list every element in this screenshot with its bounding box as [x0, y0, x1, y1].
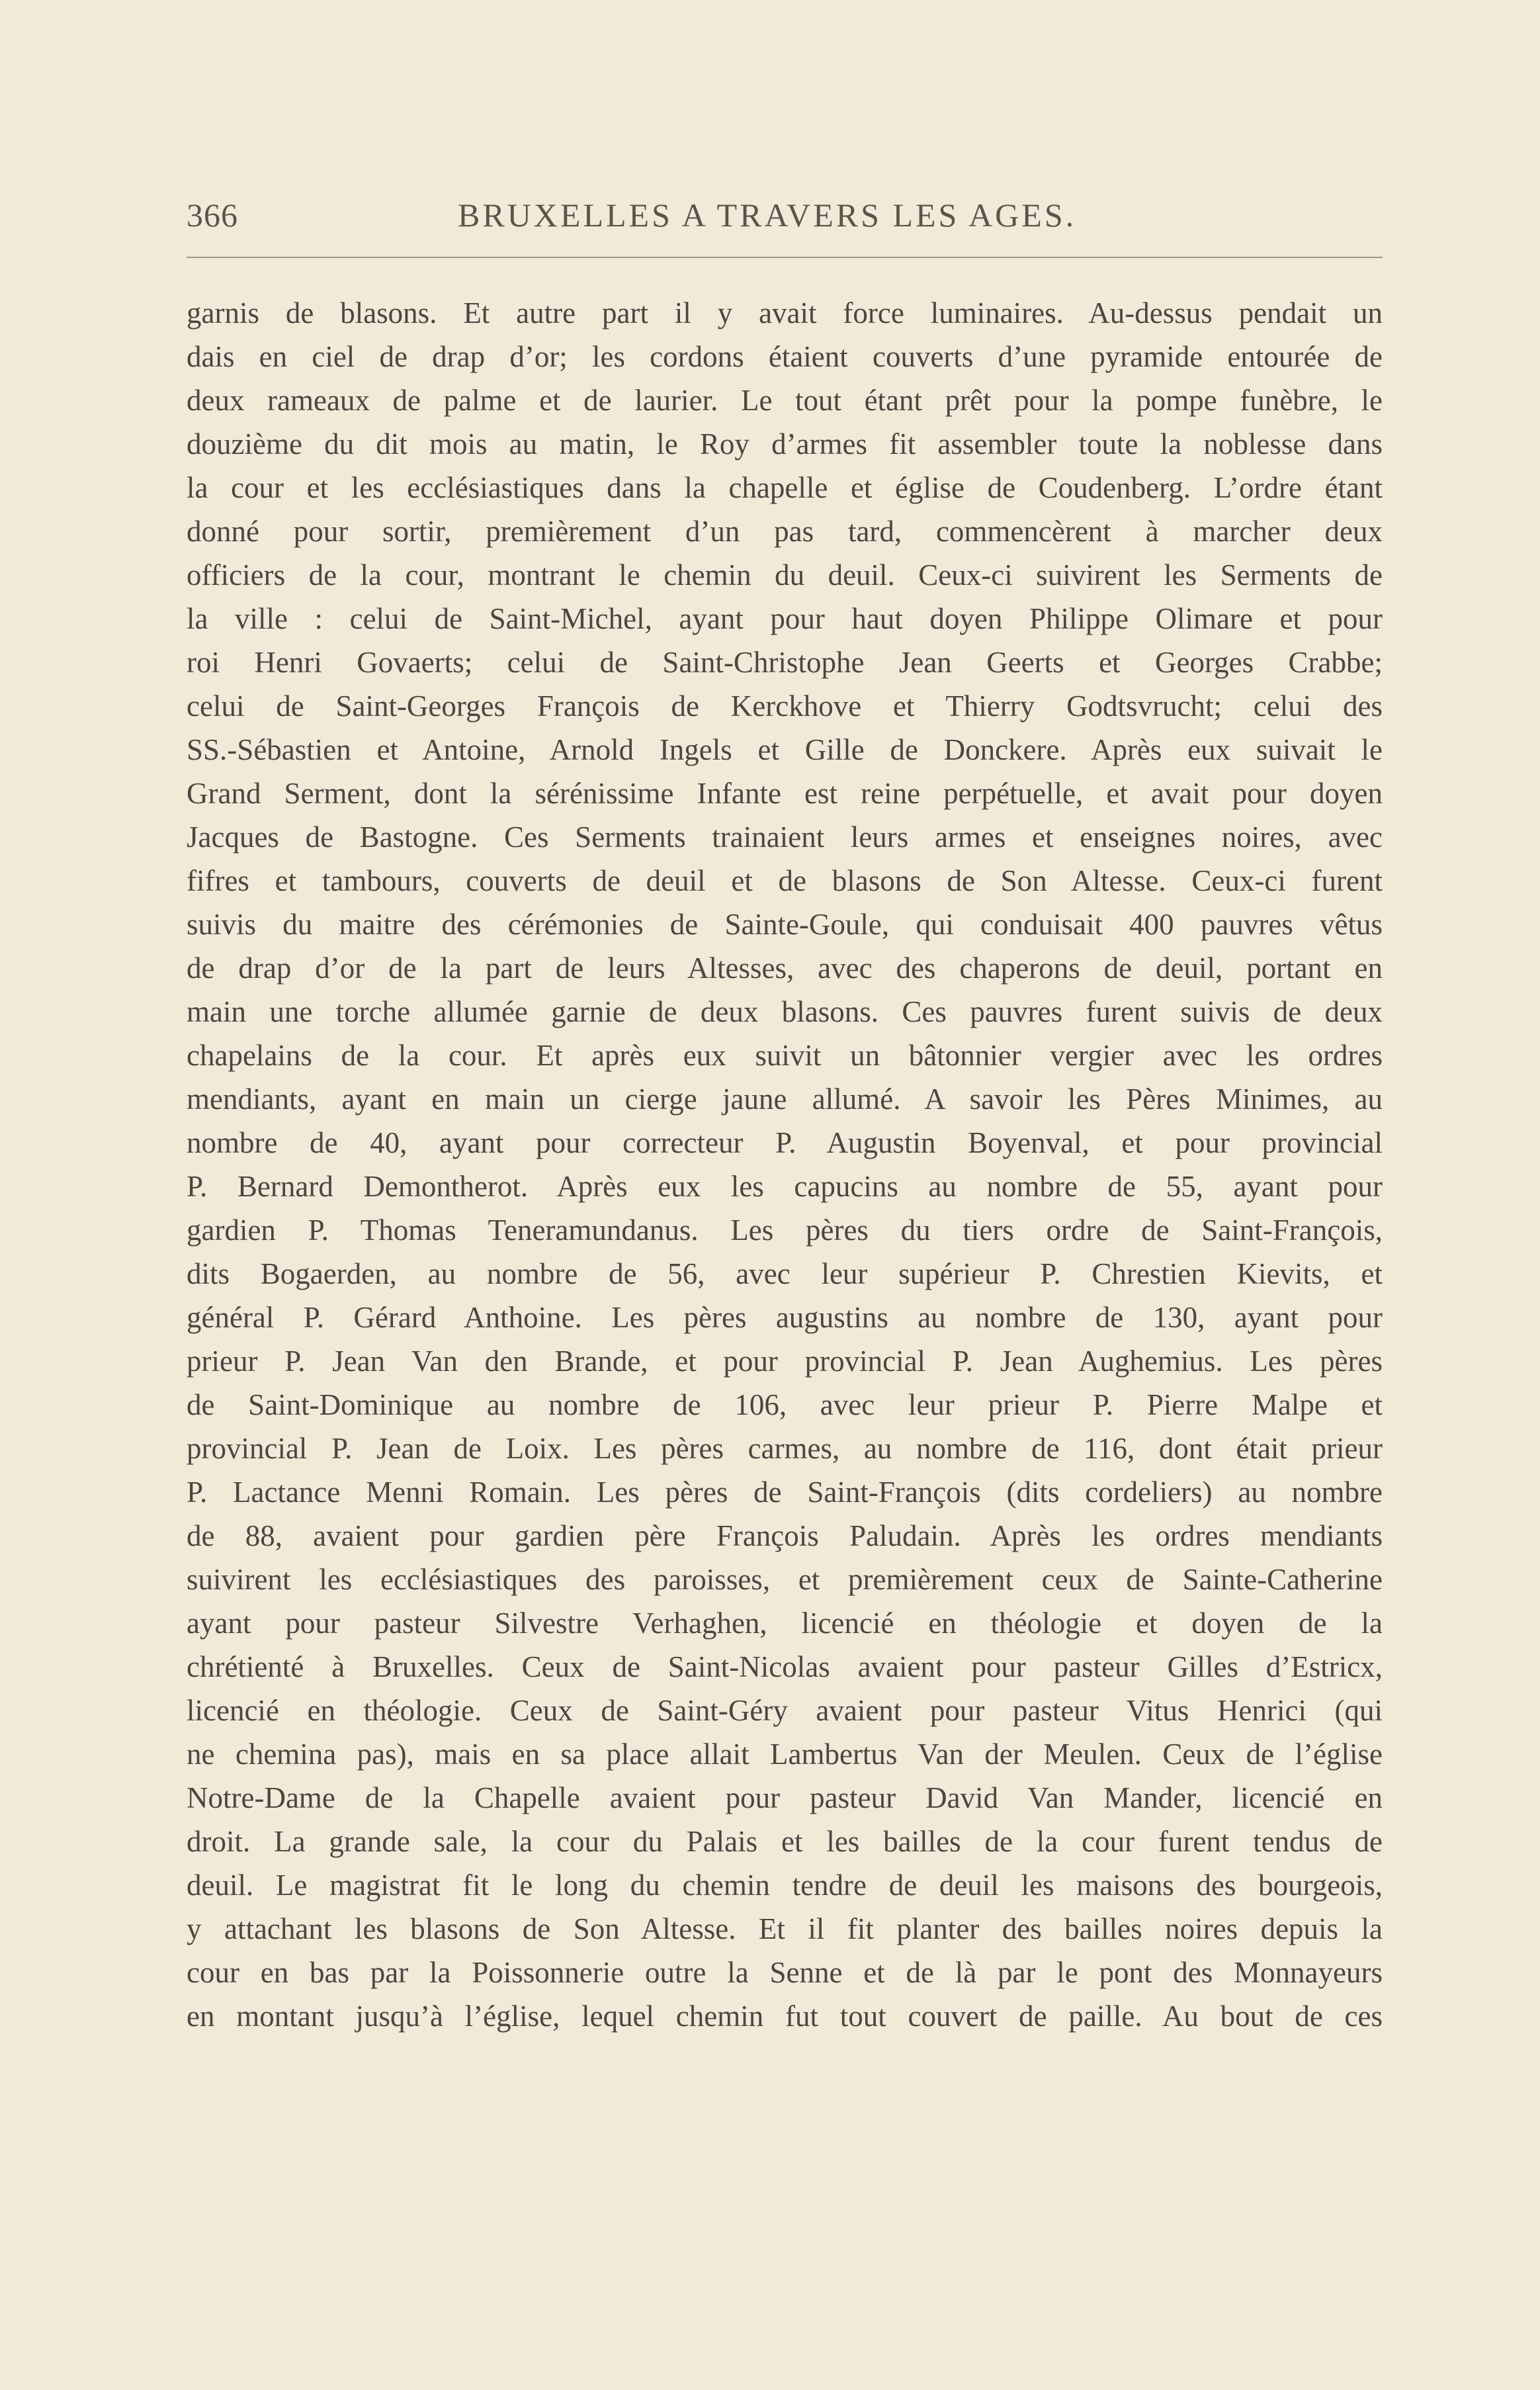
text-line: Notre-Dame de la Chapelle avaient pour pasteur David Van Mander, licencié en	[187, 1781, 1383, 1814]
text-line: suivis du maitre des cérémonies de Sainte-Goule, qui conduisait 400 pauvres vêtus	[187, 908, 1383, 941]
text-line: général P. Gérard Anthoine. Les pères augustins au nombre de 130, ayant pour	[187, 1301, 1383, 1334]
text-line: douzième du dit mois au matin, le Roy d’armes fit assembler toute la noblesse dans	[187, 427, 1383, 461]
text-line: P. Lactance Menni Romain. Les pères de Saint-François (dits cordeliers) au nombre	[187, 1476, 1383, 1509]
text-line: de drap d’or de la part de leurs Altesses, avec des chaperons de deuil, portant en	[187, 952, 1383, 985]
text-line: la cour et les ecclésiastiques dans la chapelle et église de Coudenberg. L’ordre étant	[187, 471, 1383, 504]
text-line: ne chemina pas), mais en sa place allait Lambertus Van der Meulen. Ceux de l’église	[187, 1738, 1383, 1771]
body-text	[187, 291, 1383, 2038]
text-line: chrétienté à Bruxelles. Ceux de Saint-Nicolas avaient pour pasteur Gilles d’Estricx,	[187, 1650, 1383, 1683]
running-title: BRUXELLES A TRAVERS LES AGES.	[458, 197, 1077, 234]
page-number: 366	[187, 197, 238, 234]
text-line: donné pour sortir, premièrement d’un pas tard, commencèrent à marcher deux	[187, 515, 1383, 548]
text-line: en montant jusqu’à l’église, lequel chemin fut tout couvert de paille. Au bout de ces	[187, 2000, 1383, 2033]
text-line: mendiants, ayant en main un cierge jaune allumé. A savoir les Pères Minimes, au	[187, 1083, 1383, 1116]
text-line: deuil. Le magistrat fit le long du chemin tendre de deuil les maisons des bourgeois,	[187, 1869, 1383, 1902]
text-line: officiers de la cour, montrant le chemin du deuil. Ceux-ci suivirent les Serments de	[187, 558, 1383, 592]
text-line: licencié en théologie. Ceux de Saint-Géry avaient pour pasteur Vitus Henrici (qui	[187, 1694, 1383, 1727]
page-header	[187, 196, 1383, 242]
text-line: la ville : celui de Saint-Michel, ayant pour haut doyen Philippe Olimare et pour	[187, 602, 1383, 635]
text-line: chapelains de la cour. Et après eux suivit un bâtonnier vergier avec les ordres	[187, 1039, 1383, 1072]
text-line: SS.-Sébastien et Antoine, Arnold Ingels et Gille de Donckere. Après eux suivait le	[187, 733, 1383, 766]
text-line: P. Bernard Demontherot. Après eux les capucins au nombre de 55, ayant pour	[187, 1170, 1383, 1203]
header-rule	[187, 257, 1383, 258]
text-line: Grand Serment, dont la sérénissime Infante est reine perpétuelle, et avait pour doyen	[187, 777, 1383, 810]
text-line: garnis de blasons. Et autre part il y avait force luminaires. Au-dessus pendait un	[187, 296, 1383, 330]
text-line: dais en ciel de drap d’or; les cordons étaient couverts d’une pyramide entourée de	[187, 340, 1383, 373]
text-line: nombre de 40, ayant pour correcteur P. Augustin Boyenval, et pour provincial	[187, 1126, 1383, 1159]
text-line: Jacques de Bastogne. Ces Serments trainaient leurs armes et enseignes noires, avec	[187, 820, 1383, 854]
text-line: provincial P. Jean de Loix. Les pères carmes, au nombre de 116, dont était prieur	[187, 1432, 1383, 1465]
text-line: fifres et tambours, couverts de deuil et de blasons de Son Altesse. Ceux-ci furent	[187, 864, 1383, 897]
text-line: celui de Saint-Georges François de Kerckhove et Thierry Godtsvrucht; celui des	[187, 689, 1383, 723]
text-line: y attachant les blasons de Son Altesse. Et il fit planter des bailles noires depuis la	[187, 1912, 1383, 1945]
text-line: dits Bogaerden, au nombre de 56, avec leur supérieur P. Chrestien Kievits, et	[187, 1257, 1383, 1290]
text-line: de Saint-Dominique au nombre de 106, avec leur prieur P. Pierre Malpe et	[187, 1388, 1383, 1421]
text-line: main une torche allumée garnie de deux blasons. Ces pauvres furent suivis de deux	[187, 995, 1383, 1028]
text-line: roi Henri Govaerts; celui de Saint-Christophe Jean Geerts et Georges Crabbe;	[187, 646, 1383, 679]
text-line: droit. La grande sale, la cour du Palais et les bailles de la cour furent tendus de	[187, 1825, 1383, 1858]
text-line: ayant pour pasteur Silvestre Verhaghen, licencié en théologie et doyen de la	[187, 1607, 1383, 1640]
text-line: cour en bas par la Poissonnerie outre la Senne et de là par le pont des Monnayeurs	[187, 1956, 1383, 1989]
text-line: prieur P. Jean Van den Brande, et pour provincial P. Jean Aughemius. Les pères	[187, 1345, 1383, 1378]
text-line: de 88, avaient pour gardien père François Paludain. Après les ordres mendiants	[187, 1519, 1383, 1552]
text-line: gardien P. Thomas Teneramundanus. Les pères du tiers ordre de Saint-François,	[187, 1214, 1383, 1247]
text-line: deux rameaux de palme et de laurier. Le tout étant prêt pour la pompe funèbre, le	[187, 384, 1383, 417]
text-line: suivirent les ecclésiastiques des paroisses, et premièrement ceux de Sainte-Catherine	[187, 1563, 1383, 1596]
